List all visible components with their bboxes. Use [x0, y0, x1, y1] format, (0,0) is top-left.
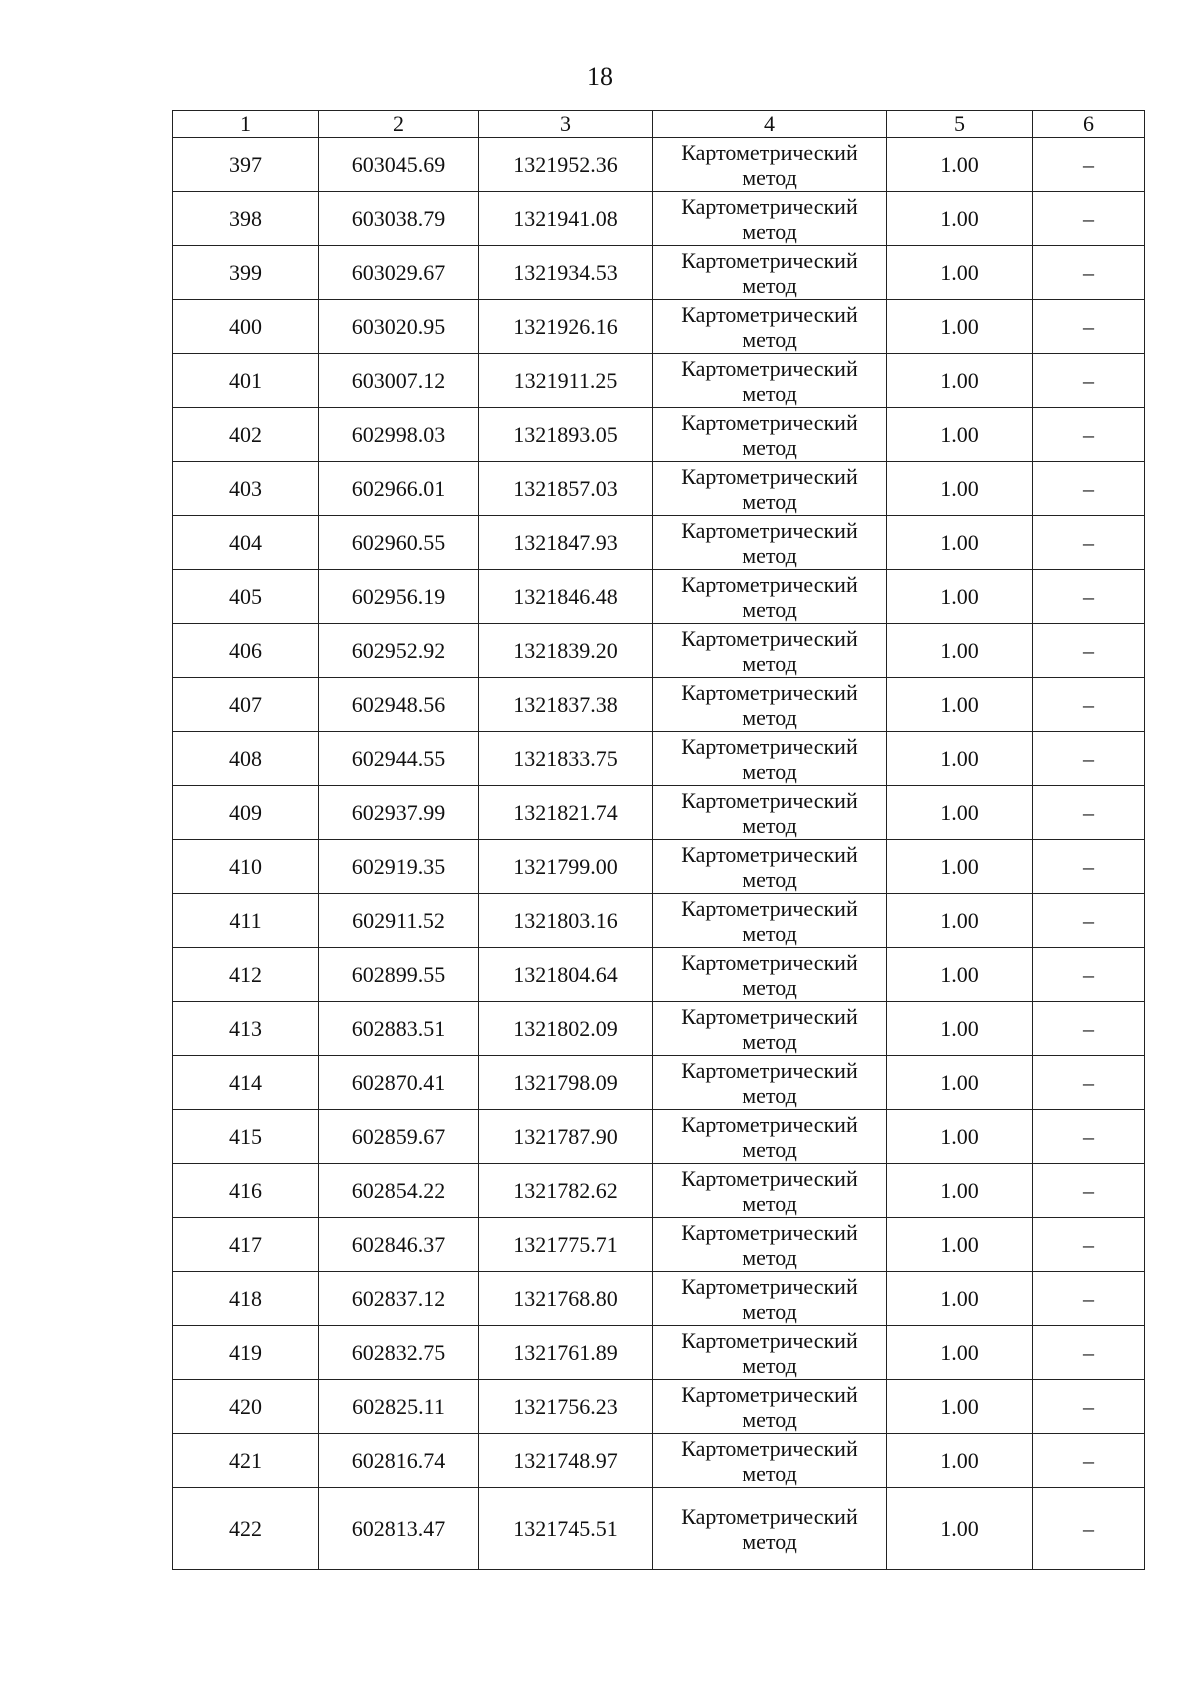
y-coordinate-cell: 1321782.62 [479, 1164, 653, 1218]
method-cell [653, 1218, 887, 1272]
table-row [173, 246, 1145, 300]
x-coordinate-cell: 602846.37 [319, 1218, 479, 1272]
accuracy-cell: 1.00 [887, 408, 1033, 462]
point-number-cell: 422 [173, 1488, 319, 1570]
y-coordinate-cell: 1321775.71 [479, 1218, 653, 1272]
point-number-cell: 403 [173, 462, 319, 516]
x-coordinate-cell: 602813.47 [319, 1488, 479, 1570]
table-row [173, 570, 1145, 624]
method-cell [653, 1434, 887, 1488]
table-row [173, 1380, 1145, 1434]
note-cell: – [1033, 732, 1145, 786]
note-cell: – [1033, 1434, 1145, 1488]
method-cell [653, 516, 887, 570]
point-number-cell: 399 [173, 246, 319, 300]
note-cell: – [1033, 1326, 1145, 1380]
method-text: Картометрический метод [681, 409, 858, 460]
note-cell: – [1033, 786, 1145, 840]
table-row [173, 1434, 1145, 1488]
point-number-cell: 414 [173, 1056, 319, 1110]
table-row [173, 1272, 1145, 1326]
method-text: Картометрический метод [681, 1435, 858, 1486]
x-coordinate-cell: 603029.67 [319, 246, 479, 300]
y-coordinate-cell: 1321911.25 [479, 354, 653, 408]
method-cell [653, 1488, 887, 1570]
method-cell [653, 732, 887, 786]
point-number-cell: 400 [173, 300, 319, 354]
note-cell: – [1033, 1110, 1145, 1164]
table-row [173, 840, 1145, 894]
method-cell [653, 1002, 887, 1056]
point-number-cell: 402 [173, 408, 319, 462]
accuracy-cell: 1.00 [887, 948, 1033, 1002]
y-coordinate-cell: 1321846.48 [479, 570, 653, 624]
method-text: Картометрический метод [681, 139, 858, 190]
y-coordinate-cell: 1321803.16 [479, 894, 653, 948]
table-row [173, 354, 1145, 408]
x-coordinate-cell: 602825.11 [319, 1380, 479, 1434]
y-coordinate-cell: 1321804.64 [479, 948, 653, 1002]
method-text: Картометрический метод [681, 1111, 858, 1162]
note-cell: – [1033, 408, 1145, 462]
x-coordinate-cell: 602998.03 [319, 408, 479, 462]
note-cell: – [1033, 138, 1145, 192]
y-coordinate-cell: 1321926.16 [479, 300, 653, 354]
note-cell: – [1033, 570, 1145, 624]
point-number-cell: 420 [173, 1380, 319, 1434]
point-number-cell: 401 [173, 354, 319, 408]
accuracy-cell: 1.00 [887, 1380, 1033, 1434]
x-coordinate-cell: 602832.75 [319, 1326, 479, 1380]
method-cell [653, 300, 887, 354]
y-coordinate-cell: 1321847.93 [479, 516, 653, 570]
method-text: Картометрический метод [681, 625, 858, 676]
point-number-cell: 417 [173, 1218, 319, 1272]
point-number-cell: 415 [173, 1110, 319, 1164]
table-row [173, 1110, 1145, 1164]
x-coordinate-cell: 602899.55 [319, 948, 479, 1002]
note-cell: – [1033, 246, 1145, 300]
table-body [173, 138, 1145, 1570]
y-coordinate-cell: 1321837.38 [479, 678, 653, 732]
method-text: Картометрический метод [681, 787, 858, 838]
x-coordinate-cell: 602911.52 [319, 894, 479, 948]
accuracy-cell: 1.00 [887, 1434, 1033, 1488]
method-text: Картометрический метод [681, 1057, 858, 1108]
x-coordinate-cell: 602966.01 [319, 462, 479, 516]
y-coordinate-cell: 1321798.09 [479, 1056, 653, 1110]
x-coordinate-cell: 602944.55 [319, 732, 479, 786]
note-cell: – [1033, 624, 1145, 678]
table-row [173, 624, 1145, 678]
note-cell: – [1033, 948, 1145, 1002]
y-coordinate-cell: 1321893.05 [479, 408, 653, 462]
accuracy-cell: 1.00 [887, 1002, 1033, 1056]
table-row [173, 138, 1145, 192]
accuracy-cell: 1.00 [887, 516, 1033, 570]
x-coordinate-cell: 602816.74 [319, 1434, 479, 1488]
y-coordinate-cell: 1321833.75 [479, 732, 653, 786]
method-text: Картометрический метод [681, 355, 858, 406]
table-header-row [173, 111, 1145, 138]
note-cell: – [1033, 354, 1145, 408]
method-cell [653, 624, 887, 678]
method-text: Картометрический метод [681, 193, 858, 244]
method-cell [653, 1110, 887, 1164]
x-coordinate-cell: 602948.56 [319, 678, 479, 732]
table-row [173, 1326, 1145, 1380]
x-coordinate-cell: 603045.69 [319, 138, 479, 192]
accuracy-cell: 1.00 [887, 1488, 1033, 1570]
accuracy-cell: 1.00 [887, 624, 1033, 678]
point-number-cell: 419 [173, 1326, 319, 1380]
note-cell: – [1033, 300, 1145, 354]
accuracy-cell: 1.00 [887, 786, 1033, 840]
table-row [173, 894, 1145, 948]
note-cell: – [1033, 1488, 1145, 1570]
x-coordinate-cell: 602854.22 [319, 1164, 479, 1218]
x-coordinate-cell: 603020.95 [319, 300, 479, 354]
table-row [173, 408, 1145, 462]
method-cell [653, 192, 887, 246]
y-coordinate-cell: 1321802.09 [479, 1002, 653, 1056]
x-coordinate-cell: 602919.35 [319, 840, 479, 894]
y-coordinate-cell: 1321745.51 [479, 1488, 653, 1570]
x-coordinate-cell: 602837.12 [319, 1272, 479, 1326]
accuracy-cell: 1.00 [887, 678, 1033, 732]
method-text: Картометрический метод [681, 571, 858, 622]
method-text: Картометрический метод [681, 1381, 858, 1432]
accuracy-cell: 1.00 [887, 570, 1033, 624]
accuracy-cell: 1.00 [887, 192, 1033, 246]
y-coordinate-cell: 1321821.74 [479, 786, 653, 840]
x-coordinate-cell: 602960.55 [319, 516, 479, 570]
note-cell: – [1033, 678, 1145, 732]
method-cell [653, 408, 887, 462]
method-cell [653, 894, 887, 948]
point-number-cell: 408 [173, 732, 319, 786]
accuracy-cell: 1.00 [887, 1110, 1033, 1164]
x-coordinate-cell: 603038.79 [319, 192, 479, 246]
method-text: Картометрический метод [681, 1327, 858, 1378]
point-number-cell: 421 [173, 1434, 319, 1488]
point-number-cell: 413 [173, 1002, 319, 1056]
note-cell: – [1033, 1002, 1145, 1056]
method-text: Картометрический метод [681, 1503, 858, 1554]
method-cell [653, 1326, 887, 1380]
method-cell [653, 462, 887, 516]
note-cell: – [1033, 462, 1145, 516]
y-coordinate-cell: 1321839.20 [479, 624, 653, 678]
point-number-cell: 411 [173, 894, 319, 948]
table-row [173, 516, 1145, 570]
note-cell: – [1033, 192, 1145, 246]
method-cell [653, 678, 887, 732]
table-row [173, 192, 1145, 246]
point-number-cell: 404 [173, 516, 319, 570]
y-coordinate-cell: 1321768.80 [479, 1272, 653, 1326]
accuracy-cell: 1.00 [887, 1218, 1033, 1272]
note-cell: – [1033, 894, 1145, 948]
accuracy-cell: 1.00 [887, 1326, 1033, 1380]
accuracy-cell: 1.00 [887, 732, 1033, 786]
method-cell [653, 1164, 887, 1218]
column-header-5: 5 [887, 111, 1033, 138]
method-text: Картометрический метод [681, 733, 858, 784]
method-text: Картометрический метод [681, 841, 858, 892]
column-header-2: 2 [319, 111, 479, 138]
table-row [173, 1488, 1145, 1570]
method-text: Картометрический метод [681, 517, 858, 568]
note-cell: – [1033, 516, 1145, 570]
method-text: Картометрический метод [681, 463, 858, 514]
point-number-cell: 398 [173, 192, 319, 246]
accuracy-cell: 1.00 [887, 1164, 1033, 1218]
method-text: Картометрический метод [681, 301, 858, 352]
method-cell [653, 354, 887, 408]
column-header-3: 3 [479, 111, 653, 138]
y-coordinate-cell: 1321941.08 [479, 192, 653, 246]
method-cell [653, 1380, 887, 1434]
table-row [173, 678, 1145, 732]
point-number-cell: 409 [173, 786, 319, 840]
table-row [173, 1056, 1145, 1110]
x-coordinate-cell: 602956.19 [319, 570, 479, 624]
note-cell: – [1033, 1272, 1145, 1326]
y-coordinate-cell: 1321934.53 [479, 246, 653, 300]
point-number-cell: 405 [173, 570, 319, 624]
method-cell [653, 138, 887, 192]
table-row [173, 1164, 1145, 1218]
point-number-cell: 412 [173, 948, 319, 1002]
method-text: Картометрический метод [681, 895, 858, 946]
table-row [173, 300, 1145, 354]
accuracy-cell: 1.00 [887, 246, 1033, 300]
method-cell [653, 246, 887, 300]
table-row [173, 732, 1145, 786]
method-cell [653, 786, 887, 840]
y-coordinate-cell: 1321799.00 [479, 840, 653, 894]
note-cell: – [1033, 1380, 1145, 1434]
accuracy-cell: 1.00 [887, 300, 1033, 354]
y-coordinate-cell: 1321756.23 [479, 1380, 653, 1434]
accuracy-cell: 1.00 [887, 354, 1033, 408]
y-coordinate-cell: 1321748.97 [479, 1434, 653, 1488]
x-coordinate-cell: 602859.67 [319, 1110, 479, 1164]
method-cell [653, 1056, 887, 1110]
accuracy-cell: 1.00 [887, 1272, 1033, 1326]
method-cell [653, 840, 887, 894]
method-text: Картометрический метод [681, 1219, 858, 1270]
method-text: Картометрический метод [681, 1165, 858, 1216]
table-row [173, 1002, 1145, 1056]
point-number-cell: 397 [173, 138, 319, 192]
x-coordinate-cell: 602952.92 [319, 624, 479, 678]
point-number-cell: 410 [173, 840, 319, 894]
table-row [173, 786, 1145, 840]
table-row [173, 462, 1145, 516]
method-text: Картометрический метод [681, 949, 858, 1000]
method-text: Картометрический метод [681, 247, 858, 298]
x-coordinate-cell: 602883.51 [319, 1002, 479, 1056]
table-row [173, 948, 1145, 1002]
accuracy-cell: 1.00 [887, 462, 1033, 516]
accuracy-cell: 1.00 [887, 1056, 1033, 1110]
table-row [173, 1218, 1145, 1272]
column-header-4: 4 [653, 111, 887, 138]
point-number-cell: 406 [173, 624, 319, 678]
x-coordinate-cell: 602870.41 [319, 1056, 479, 1110]
column-header-1: 1 [173, 111, 319, 138]
point-number-cell: 407 [173, 678, 319, 732]
column-header-6: 6 [1033, 111, 1145, 138]
coordinates-table [172, 110, 1145, 1570]
accuracy-cell: 1.00 [887, 840, 1033, 894]
y-coordinate-cell: 1321761.89 [479, 1326, 653, 1380]
method-text: Картометрический метод [681, 679, 858, 730]
method-text: Картометрический метод [681, 1003, 858, 1054]
accuracy-cell: 1.00 [887, 138, 1033, 192]
accuracy-cell: 1.00 [887, 894, 1033, 948]
note-cell: – [1033, 840, 1145, 894]
page-number: 18 [587, 62, 613, 91]
method-cell [653, 1272, 887, 1326]
y-coordinate-cell: 1321952.36 [479, 138, 653, 192]
x-coordinate-cell: 603007.12 [319, 354, 479, 408]
note-cell: – [1033, 1056, 1145, 1110]
method-cell [653, 948, 887, 1002]
note-cell: – [1033, 1218, 1145, 1272]
point-number-cell: 416 [173, 1164, 319, 1218]
point-number-cell: 418 [173, 1272, 319, 1326]
method-cell [653, 570, 887, 624]
note-cell: – [1033, 1164, 1145, 1218]
x-coordinate-cell: 602937.99 [319, 786, 479, 840]
method-text: Картометрический метод [681, 1273, 858, 1324]
y-coordinate-cell: 1321787.90 [479, 1110, 653, 1164]
y-coordinate-cell: 1321857.03 [479, 462, 653, 516]
